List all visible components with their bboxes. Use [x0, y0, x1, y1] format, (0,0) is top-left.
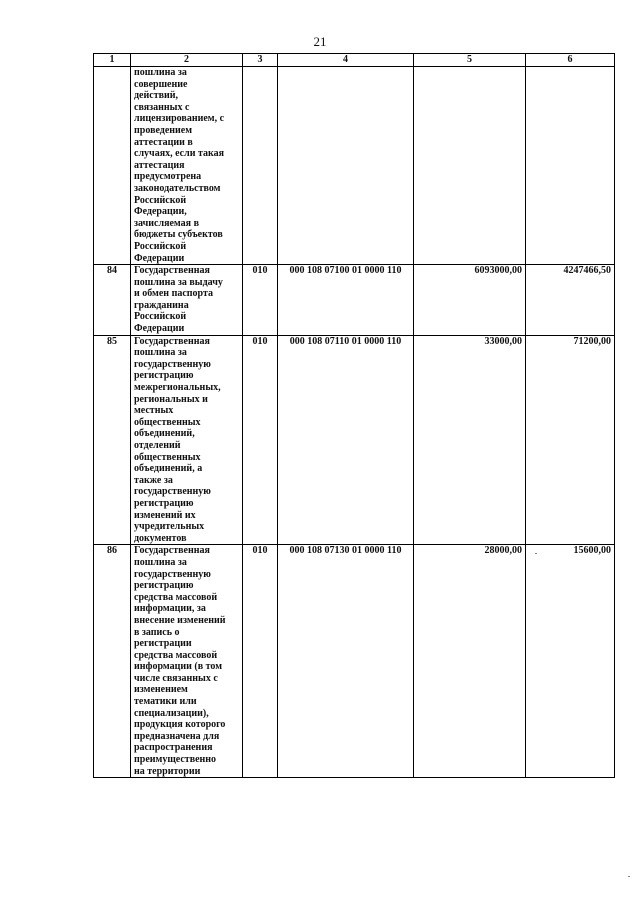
- revenue-name-line: предназначена для: [134, 730, 220, 742]
- page-number: 21: [313, 34, 327, 49]
- revenue-name-line: регистрацию: [134, 497, 194, 509]
- amount-2-cell: 4247466,50: [526, 265, 615, 336]
- revenue-name-line: связанных с: [134, 101, 190, 113]
- budget-table: [93, 53, 615, 778]
- revenue-name-line: местных: [134, 405, 174, 417]
- column-header-5: 5: [414, 54, 526, 67]
- revenue-name-line: общественных: [134, 451, 201, 463]
- revenue-name-line: Государственная: [134, 265, 210, 277]
- revenue-name-line: аттестация: [134, 159, 185, 171]
- revenue-name-line: Федерации: [134, 323, 185, 335]
- revenue-name-line: лицензированием, с: [134, 113, 225, 125]
- revenue-name-line: действий,: [134, 90, 179, 102]
- table-row: [94, 265, 615, 336]
- budget-classification-code-cell: [278, 67, 414, 265]
- revenue-name-line: специализации),: [134, 707, 209, 719]
- revenue-name-line: пошлина за: [134, 556, 187, 568]
- revenue-name-line: государственную: [134, 486, 211, 498]
- column-header-2: 2: [131, 54, 243, 67]
- revenue-name-cell: [131, 335, 243, 545]
- revenue-name-line: документов: [134, 532, 187, 544]
- revenue-name-line: государственную: [134, 358, 211, 370]
- revenue-name-line: в запись о: [134, 626, 180, 638]
- table-row: [94, 545, 615, 778]
- revenue-name-line: преимущественно: [134, 754, 217, 766]
- revenue-name-line: информации, за: [134, 603, 206, 615]
- table-body: [94, 67, 615, 778]
- revenue-name-line: и обмен паспорта: [134, 288, 213, 300]
- budget-classification-code-cell: 000 108 07110 01 0000 110: [278, 335, 414, 545]
- revenue-name-line: регистрацию: [134, 580, 194, 592]
- revenue-name-line: Федерации,: [134, 206, 187, 218]
- revenue-name-line: объединений, а: [134, 463, 203, 475]
- revenue-name-line: средства массовой: [134, 649, 218, 661]
- row-number-cell: 86: [94, 545, 131, 778]
- revenue-name-line: Государственная: [134, 335, 210, 347]
- revenue-name-line: пошлина за: [134, 347, 187, 359]
- revenue-name-cell: [131, 545, 243, 778]
- scan-speck: [535, 553, 537, 554]
- revenue-name-line: Государственная: [134, 545, 210, 557]
- revenue-name-line: тематики или: [134, 696, 197, 708]
- revenue-name-line: изменений их: [134, 509, 196, 521]
- revenue-name-line: государственную: [134, 568, 211, 580]
- amount-cell: 28000,00: [414, 545, 526, 778]
- amount-2-cell: 71200,00: [526, 335, 615, 545]
- revenue-name-line: пошлина за: [134, 67, 187, 78]
- amount-2-cell: [526, 67, 615, 265]
- revenue-name-line: гражданина: [134, 299, 189, 311]
- amount-cell: 6093000,00: [414, 265, 526, 336]
- column-header-6: 6: [526, 54, 615, 67]
- revenue-name-line: общественных: [134, 416, 201, 428]
- revenue-name-cell: [131, 265, 243, 336]
- revenue-name-cell: [131, 67, 243, 265]
- revenue-name-line: зачисляемая в: [134, 217, 199, 229]
- revenue-name-line: регистрацию: [134, 370, 194, 382]
- scan-speck: [628, 876, 630, 877]
- revenue-name-line: отделений: [134, 440, 181, 451]
- row-number-cell: [94, 67, 131, 265]
- revenue-name-line: средства массовой: [134, 591, 218, 603]
- revenue-name-line: проведением: [134, 124, 193, 136]
- revenue-name-line: объединений,: [134, 428, 195, 440]
- amount-2-cell: 15600,00: [526, 545, 615, 778]
- revenue-name-line: учредительных: [134, 521, 205, 533]
- revenue-name-line: случаях, если такая: [134, 148, 225, 160]
- admin-code-cell: 010: [243, 335, 278, 545]
- row-number-cell: 85: [94, 335, 131, 545]
- revenue-name-line: информации (в том: [134, 661, 223, 673]
- admin-code-cell: 010: [243, 265, 278, 336]
- revenue-name-line: числе связанных с: [134, 672, 218, 684]
- revenue-name-line: внесение изменений: [134, 614, 226, 626]
- revenue-name-line: предусмотрена: [134, 171, 202, 183]
- revenue-name-line: бюджеты субъектов: [134, 229, 223, 241]
- row-number-cell: 84: [94, 265, 131, 336]
- column-header-3: 3: [243, 54, 278, 67]
- revenue-name-line: совершение: [134, 78, 188, 90]
- revenue-name-line: регистрации: [134, 638, 192, 650]
- revenue-name-line: законодательством: [134, 182, 221, 194]
- table-row: [94, 67, 615, 265]
- column-number-row: [94, 54, 615, 67]
- column-header-1: 1: [94, 54, 131, 67]
- amount-cell: 33000,00: [414, 335, 526, 545]
- revenue-name-line: Российской: [134, 311, 187, 323]
- column-header-4: 4: [278, 54, 414, 67]
- revenue-name-line: аттестации в: [134, 136, 193, 148]
- budget-classification-code-cell: 000 108 07130 01 0000 110: [278, 545, 414, 778]
- revenue-name-line: пошлина за выдачу: [134, 276, 223, 288]
- revenue-name-line: Российской: [134, 194, 187, 206]
- revenue-name-line: изменением: [134, 684, 188, 696]
- revenue-name-line: Федерации: [134, 252, 185, 264]
- revenue-name-line: межрегиональных,: [134, 382, 221, 394]
- revenue-name-line: на территории: [134, 765, 201, 777]
- admin-code-cell: [243, 67, 278, 265]
- table-row: [94, 335, 615, 545]
- revenue-name-line: также за: [134, 474, 173, 486]
- revenue-name-line: региональных и: [134, 393, 208, 405]
- budget-classification-code-cell: 000 108 07100 01 0000 110: [278, 265, 414, 336]
- amount-cell: [414, 67, 526, 265]
- revenue-name-line: распространения: [134, 742, 213, 754]
- admin-code-cell: 010: [243, 545, 278, 778]
- revenue-name-line: Российской: [134, 240, 187, 252]
- revenue-name-line: продукция которого: [134, 719, 226, 731]
